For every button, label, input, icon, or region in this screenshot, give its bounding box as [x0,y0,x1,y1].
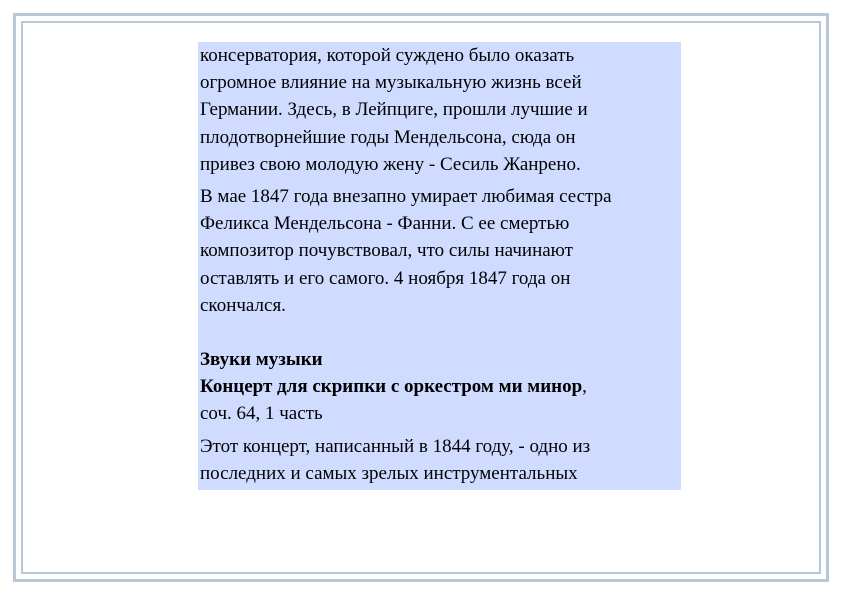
paragraph-2-line: Феликса Мендельсона - Фанни. С ее смертью [200,213,570,235]
paragraph-2 [200,183,679,319]
paragraph-3-line: Этот концерт, написанный в 1844 году, - одно из [200,435,591,457]
text-box [198,42,681,490]
paragraph-3-line: последних и самых зрелых инструментальных [200,462,578,484]
paragraph-2-line: композитор почувствовал, что силы начинают [200,240,573,262]
paragraph-2-line: В мае 1847 года внезапно умирает любимая сестра [200,186,612,208]
work-title-comma: , [582,376,587,398]
blank-line [200,319,679,346]
paragraph-2-line: оставлять и его самого. 4 ноября 1847 года он [200,267,571,289]
work-title-bold: Концерт для скрипки с оркестром ми минор [200,376,583,398]
section-heading: Звуки музыки [200,349,323,371]
paragraph-3 [200,433,679,487]
paragraph-1-line: привез свою молодую жену - Сесиль Жанрено. [200,153,581,175]
paragraph-1-line: огромное влияние на музыкальную жизнь всей [200,72,582,94]
paragraph-1-line: консерватория, которой суждено было оказать [200,45,575,66]
paragraph-1 [200,42,679,178]
work-subtitle: соч. 64, 1 часть [200,403,323,425]
paragraph-1-line: плодотворнейшие годы Мендельсона, сюда он [200,126,576,148]
work-title [200,373,679,427]
paragraph-1-line: Германии. Здесь, в Лейпциге, прошли лучшие и [200,99,588,121]
paragraph-2-line: скончался. [200,294,286,316]
